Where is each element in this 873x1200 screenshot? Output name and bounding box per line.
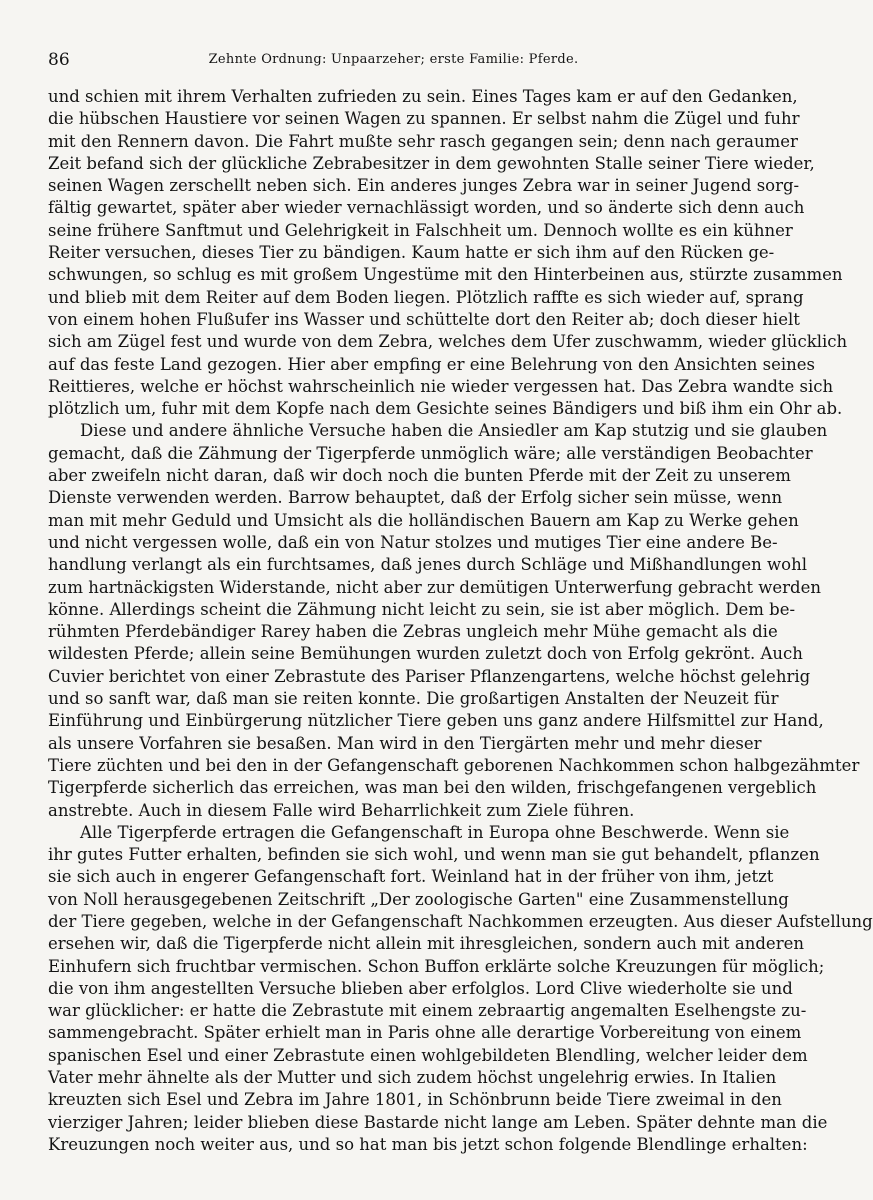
text-line: Reiter versuchen, dieses Tier zu bändigen. Kaum hatte er sich ihm auf den Rücken ge- bbox=[48, 243, 775, 263]
text-line: Tigerpferde sicherlich das erreichen, was man bei den wilden, frischgefangenen vergeblich bbox=[48, 778, 817, 798]
text-line: von einem hohen Flußufer ins Wasser und schüttelte dort den Reiter ab; doch dieser hielt bbox=[48, 309, 800, 329]
text-line: vierziger Jahren; leider blieben diese Bastarde nicht lange am Leben. Später dehnte man die bbox=[48, 1112, 828, 1132]
text-line: rühmten Pferdebändiger Rarey haben die Zebras ungleich mehr Mühe gemacht als die bbox=[48, 622, 778, 642]
text-line: und nicht vergessen wolle, daß ein von Natur stolzes und mutiges Tier eine andere Be- bbox=[48, 532, 778, 552]
text-line: ihr gutes Futter erhalten, befinden sie sich wohl, und wenn man sie gut behandelt, pflanzen bbox=[48, 845, 820, 865]
text-line: sie sich auch in engerer Gefangenschaft fort. Weinland hat in der früher von ihm, jetzt bbox=[48, 867, 774, 887]
text-line: aber zweifeln nicht daran, daß wir doch noch die bunten Pferde mit der Zeit zu unserem bbox=[48, 466, 791, 486]
text-line: Vater mehr ähnelte als der Mutter und sich zudem höchst ungelehrig erwies. In Italien bbox=[48, 1068, 777, 1088]
text-line: sammengebracht. Später erhielt man in Paris ohne alle derartige Vorbereitung von einem bbox=[48, 1023, 802, 1043]
text-line: Einführung und Einbürgerung nützlicher Tiere geben uns ganz andere Hilfsmittel zur Hand, bbox=[48, 711, 824, 731]
text-line: ersehen wir, daß die Tigerpferde nicht allein mit ihresgleichen, sondern auch mit anderen bbox=[48, 934, 804, 954]
paragraph-3 bbox=[48, 822, 873, 1156]
text-line: und blieb mit dem Reiter auf dem Boden liegen. Plötzlich raffte es sich wieder auf, sprang bbox=[48, 287, 804, 307]
text-line: seine frühere Sanftmut und Gelehrigkeit in Falschheit um. Dennoch wollte es ein kühner bbox=[48, 220, 793, 240]
text-line: anstrebte. Auch in diesem Falle wird Beharrlichkeit zum Ziele führen. bbox=[48, 800, 635, 820]
running-head: Zehnte Ordnung: Unpaarzeher; erste Familie: Pferde. bbox=[208, 52, 579, 67]
text-line: Alle Tigerpferde ertragen die Gefangenschaft in Europa ohne Beschwerde. Wenn sie bbox=[80, 822, 790, 842]
text-line: zum hartnäckigsten Widerstande, nicht aber zur demütigen Unterwerfung gebracht werden bbox=[48, 577, 821, 597]
paragraph bbox=[48, 420, 860, 821]
text-line: Tiere züchten und bei den in der Gefangenschaft geborenen Nachkommen schon halbgezähmter bbox=[48, 755, 860, 775]
text-line: Diese und andere ähnliche Versuche haben die Ansiedler am Kap stutzig und sie glauben bbox=[80, 421, 828, 441]
text-line: Cuvier berichtet von einer Zebrastute des Pariser Pflanzengartens, welche höchst gelehrig bbox=[48, 666, 811, 686]
text-line: die von ihm angestellten Versuche blieben aber erfolglos. Lord Clive wiederholte sie und bbox=[48, 978, 793, 998]
text-line: und schien mit ihrem Verhalten zufrieden zu sein. Eines Tages kam er auf den Gedanken, bbox=[48, 87, 798, 106]
page-header bbox=[48, 50, 739, 74]
page-number: 86 bbox=[48, 50, 70, 70]
text-line: spanischen Esel und einer Zebrastute einen wohlgebildeten Blendling, welcher leider dem bbox=[48, 1045, 808, 1065]
text-line: die hübschen Haustiere vor seinen Wagen zu spannen. Er selbst nahm die Zügel und fuhr bbox=[48, 109, 800, 129]
text-line: sich am Zügel fest und wurde von dem Zebra, welches dem Ufer zuschwamm, wieder glücklich bbox=[48, 332, 848, 352]
text-line: fältig gewartet, später aber wieder vernachlässigt worden, und so änderte sich denn auch bbox=[48, 198, 805, 218]
text-line: Reittieres, welche er höchst wahrscheinlich nie wieder vergessen hat. Das Zebra wandte sich bbox=[48, 376, 834, 396]
body-text bbox=[48, 86, 873, 1156]
text-line: man mit mehr Geduld und Umsicht als die holländischen Bauern am Kap zu Werke gehen bbox=[48, 510, 799, 530]
text-line: Kreuzungen noch weiter aus, und so hat man bis jetzt schon folgende Blendlinge erhalten: bbox=[48, 1134, 808, 1154]
text-line: wildesten Pferde; allein seine Bemühungen wurden zuletzt doch von Erfolg gekrönt. Auch bbox=[48, 644, 803, 664]
text-line: handlung verlangt als ein furchtsames, daß jenes durch Schläge und Mißhandlungen wohl bbox=[48, 555, 807, 575]
text-line: Zeit befand sich der glückliche Zebrabesitzer in dem gewohnten Stalle seiner Tiere wieder, bbox=[48, 153, 815, 173]
text-line: auf das feste Land gezogen. Hier aber empfing er eine Belehrung von den Ansichten seines bbox=[48, 354, 816, 374]
text-line: mit den Rennern davon. Die Fahrt mußte sehr rasch gegangen sein; denn nach geraumer bbox=[48, 131, 798, 151]
text-line: plötzlich um, fuhr mit dem Kopfe nach dem Gesichte seines Bändigers und biß ihm ein Ohr ab. bbox=[48, 399, 843, 419]
text-line: Einhufern sich fruchtbar vermischen. Schon Buffon erklärte solche Kreuzungen für möglich; bbox=[48, 956, 825, 976]
text-line: der Tiere gegeben, welche in der Gefangenschaft Nachkommen erzeugten. Aus dieser Aufstellung bbox=[48, 911, 873, 931]
text-line: gemacht, daß die Zähmung der Tigerpferde unmöglich wäre; alle verständigen Beobachter bbox=[48, 443, 813, 463]
text-line: schwungen, so schlug es mit großem Ungestüme mit den Hinterbeinen aus, stürzte zusammen bbox=[48, 265, 843, 285]
paragraph bbox=[48, 86, 848, 420]
text-line: und so sanft war, daß man sie reiten konnte. Die großartigen Anstalten der Neuzeit für bbox=[48, 689, 779, 709]
text-line: seinen Wagen zerschellt neben sich. Ein anderes junges Zebra war in seiner Jugend sorg- bbox=[48, 176, 800, 196]
paragraph-2 bbox=[48, 420, 860, 821]
paragraph-1 bbox=[48, 86, 848, 420]
text-line: von Noll herausgegebenen Zeitschrift „Der zoologische Garten" eine Zusammenstellung bbox=[48, 889, 789, 909]
text-line: kreuzten sich Esel und Zebra im Jahre 1801, in Schönbrunn beide Tiere zweimal in den bbox=[48, 1090, 782, 1110]
text-line: war glücklicher: er hatte die Zebrastute mit einem zebraartig angemalten Eselhengste zu- bbox=[48, 1001, 807, 1021]
text-line: könne. Allerdings scheint die Zähmung nicht leicht zu sein, sie ist aber möglich. Dem be- bbox=[48, 599, 796, 619]
text-line: als unsere Vorfahren sie besaßen. Man wird in den Tiergärten mehr und mehr dieser bbox=[48, 733, 762, 753]
text-line: Dienste verwenden werden. Barrow behauptet, daß der Erfolg sicher sein müsse, wenn bbox=[48, 488, 783, 508]
paragraph bbox=[48, 822, 873, 1156]
